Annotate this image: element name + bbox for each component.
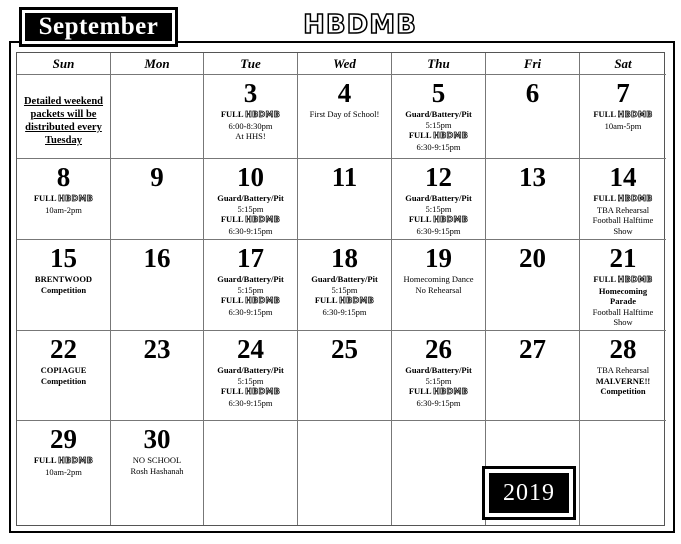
event-line: [580, 307, 666, 318]
day-cell-11: [298, 159, 392, 240]
event-text: Football Halftime: [592, 306, 654, 317]
event-text: MALVERNE!!: [595, 375, 651, 386]
day-number: 3: [243, 78, 258, 108]
event-line: [204, 204, 297, 215]
band-logo-title: HBDMB: [303, 10, 417, 40]
event-text: 6:30-9:15pm: [416, 225, 461, 236]
event-text: Guard/Battery/Pit: [311, 274, 378, 284]
event-line: [204, 214, 297, 226]
band-logo-text: HBDMB: [617, 110, 653, 119]
day-cell-13: [486, 159, 580, 240]
event-line: [17, 285, 110, 296]
day-cell-24: [204, 331, 298, 421]
event-line: [580, 226, 666, 237]
day-number: 14: [609, 162, 637, 192]
day-number: 10: [237, 162, 264, 192]
event-line: [204, 193, 297, 204]
event-text: Guard/Battery/Pit: [405, 109, 472, 119]
empty-day-cell: [17, 75, 111, 159]
day-cell-19: [392, 240, 486, 331]
band-logo-text: HBDMB: [245, 387, 281, 396]
event-line: [17, 376, 110, 387]
event-text: 6:30-9:15pm: [416, 141, 461, 152]
weekday-header-sat: Sat: [580, 53, 666, 75]
band-logo-text: HBDMB: [58, 194, 94, 203]
event-line: [392, 214, 485, 226]
event-line: [392, 142, 485, 153]
day-cell-21: [580, 240, 666, 331]
event-line: [392, 365, 485, 376]
event-line: [580, 376, 666, 387]
day-number: 11: [331, 162, 358, 192]
event-line: [17, 193, 110, 205]
event-line: [580, 386, 666, 397]
event-line: [17, 205, 110, 216]
day-number: 23: [143, 334, 171, 364]
event-text: 6:30-9:15pm: [228, 306, 273, 317]
event-text: 5:15pm: [331, 284, 358, 295]
event-line: [392, 376, 485, 387]
day-cell-15: [17, 240, 111, 331]
day-cell-18: [298, 240, 392, 331]
weekday-header-fri: Fri: [486, 53, 580, 75]
event-text: NO SCHOOL: [132, 455, 182, 465]
day-cell-22: [17, 331, 111, 421]
empty-day-cell: [204, 421, 298, 525]
empty-day-cell: [392, 421, 486, 525]
event-text: At HHS!: [235, 131, 266, 141]
event-line: [298, 307, 391, 318]
event-text: Homecoming: [598, 285, 648, 296]
event-text: BRENTWOOD: [34, 274, 93, 284]
day-number: 5: [431, 78, 446, 108]
band-logo-text: HBDMB: [617, 275, 653, 284]
event-line: [204, 365, 297, 376]
event-line: [580, 274, 666, 286]
band-logo-text: HBDMB: [617, 194, 653, 203]
event-line: [392, 285, 485, 296]
event-line: [392, 386, 485, 398]
day-number: 13: [519, 162, 546, 192]
year-label: 2019: [489, 473, 569, 513]
day-number: 24: [237, 334, 264, 364]
event-line: [392, 226, 485, 237]
event-line: [298, 295, 391, 307]
event-line: [17, 455, 110, 467]
empty-day-cell: [111, 75, 204, 159]
event-text: Show: [613, 317, 633, 327]
day-cell-30: [111, 421, 204, 525]
empty-day-cell: [298, 421, 392, 525]
day-cell-27: [486, 331, 580, 421]
event-line: [204, 307, 297, 318]
event-line: [17, 467, 110, 478]
band-logo-text: HBDMB: [433, 215, 469, 224]
event-line: [298, 274, 391, 285]
day-number: 15: [50, 243, 77, 273]
band-logo-text: HBDMB: [58, 456, 94, 465]
day-cell-5: [392, 75, 486, 159]
day-number: 22: [50, 334, 77, 364]
event-text: FULL: [593, 109, 616, 119]
event-text: 10am-2pm: [45, 204, 82, 215]
calendar-grid: [16, 52, 665, 526]
day-number: 6: [525, 78, 540, 108]
event-text: FULL: [220, 295, 244, 305]
event-text: 6:00-8:30pm: [228, 120, 273, 131]
event-text: COPIAGUE: [40, 365, 87, 375]
event-text: 5:15pm: [425, 203, 452, 214]
event-text: 6:30-9:15pm: [322, 306, 367, 317]
event-text: 10am-2pm: [45, 466, 82, 477]
event-text: 5:15pm: [425, 375, 452, 386]
day-cell-25: [298, 331, 392, 421]
event-text: First Day of School!: [309, 109, 380, 119]
event-line: [392, 398, 485, 409]
day-cell-17: [204, 240, 298, 331]
day-number: 20: [519, 243, 546, 273]
event-line: [298, 109, 391, 120]
band-logo-text: HBDMB: [245, 215, 281, 224]
day-number: 21: [609, 243, 637, 273]
event-line: [204, 295, 297, 307]
event-line: [392, 120, 485, 131]
weekday-header-tue: Tue: [204, 53, 298, 75]
event-text: Football Halftime: [592, 215, 654, 225]
weekday-header-thu: Thu: [392, 53, 486, 75]
event-line: [204, 226, 297, 237]
day-number: 18: [331, 243, 358, 273]
day-cell-4: [298, 75, 392, 159]
weekday-header-mon: Mon: [111, 53, 204, 75]
day-cell-8: [17, 159, 111, 240]
event-text: FULL: [220, 214, 244, 224]
month-title: September: [25, 13, 172, 41]
day-number: 16: [143, 243, 171, 273]
day-cell-28: [580, 331, 666, 421]
day-cell-12: [392, 159, 486, 240]
day-number: 17: [237, 243, 264, 273]
event-line: [204, 121, 297, 132]
weekday-header-wed: Wed: [298, 53, 392, 75]
event-line: [580, 193, 666, 205]
event-text: FULL: [220, 386, 244, 396]
event-line: [111, 455, 203, 466]
band-logo-text: HBDMB: [433, 131, 469, 140]
event-line: [204, 386, 297, 398]
day-number: 29: [50, 424, 77, 454]
event-line: [298, 285, 391, 296]
event-line: [580, 365, 666, 376]
day-number: 9: [150, 162, 164, 192]
event-text: TBA Rehearsal: [596, 204, 650, 215]
day-cell-3: [204, 75, 298, 159]
event-line: [392, 204, 485, 215]
day-cell-26: [392, 331, 486, 421]
day-number: 8: [56, 162, 71, 192]
event-line: [204, 285, 297, 296]
event-text: FULL: [593, 274, 616, 284]
event-text: FULL: [408, 130, 432, 140]
event-line: [17, 365, 110, 376]
event-text: 6:30-9:15pm: [228, 397, 273, 408]
day-number: 4: [337, 78, 352, 108]
event-text: FULL: [593, 193, 616, 203]
event-text: FULL: [314, 295, 338, 305]
event-line: [17, 274, 110, 285]
event-line: [204, 376, 297, 387]
event-text: FULL: [408, 386, 432, 396]
event-text: FULL: [33, 455, 57, 465]
event-line: [580, 296, 666, 307]
event-text: 6:30-9:15pm: [228, 225, 273, 236]
band-logo-text: HBDMB: [339, 296, 375, 305]
band-logo-text: HBDMB: [433, 387, 469, 396]
event-text: Competition: [600, 386, 646, 396]
day-cell-29: [17, 421, 111, 525]
event-text: 10am-5pm: [604, 120, 642, 131]
event-text: Guard/Battery/Pit: [405, 365, 472, 375]
day-cell-23: [111, 331, 204, 421]
event-line: [580, 121, 666, 132]
day-number: 12: [425, 162, 452, 192]
event-line: [580, 109, 666, 121]
month-title-box: [19, 7, 178, 47]
day-cell-20: [486, 240, 580, 331]
empty-day-cell: [580, 421, 666, 525]
event-text: Guard/Battery/Pit: [217, 193, 284, 203]
event-text: Competition: [40, 375, 87, 386]
event-text: Guard/Battery/Pit: [217, 274, 284, 284]
event-text: No Rehearsal: [415, 284, 462, 295]
event-line: [204, 131, 297, 142]
event-text: FULL: [220, 109, 244, 119]
weekday-header-sun: Sun: [17, 53, 111, 75]
event-text: 5:15pm: [237, 375, 264, 386]
weekend-packet-note: Detailed weekend packets will be distributed every Tuesday: [23, 96, 104, 146]
event-line: [580, 215, 666, 226]
day-number: 7: [616, 78, 630, 108]
event-line: [392, 193, 485, 204]
day-number: 19: [425, 243, 452, 273]
day-number: 27: [519, 334, 546, 364]
event-line: [204, 109, 297, 121]
event-text: Show: [613, 225, 633, 236]
event-text: FULL: [408, 214, 432, 224]
event-line: [392, 274, 485, 285]
day-number: 28: [609, 334, 637, 364]
event-text: 6:30-9:15pm: [416, 397, 461, 408]
event-text: 5:15pm: [237, 203, 264, 214]
day-cell-14: [580, 159, 666, 240]
event-line: [111, 466, 203, 477]
day-cell-10: [204, 159, 298, 240]
event-line: [204, 398, 297, 409]
event-text: FULL: [33, 193, 57, 203]
event-text: TBA Rehearsal: [596, 365, 650, 375]
day-cell-16: [111, 240, 204, 331]
event-text: Guard/Battery/Pit: [405, 193, 472, 203]
event-line: [580, 317, 666, 328]
event-line: [392, 109, 485, 120]
event-line: [580, 286, 666, 297]
day-cell-7: [580, 75, 666, 159]
day-cell-6: [486, 75, 580, 159]
band-logo-text: HBDMB: [245, 110, 281, 119]
band-logo-text: HBDMB: [245, 296, 281, 305]
event-text: Parade: [610, 296, 636, 306]
event-text: Competition: [40, 284, 87, 295]
event-text: Rosh Hashanah: [130, 465, 184, 476]
day-cell-9: [111, 159, 204, 240]
day-number: 25: [331, 334, 358, 364]
event-text: 5:15pm: [237, 284, 264, 295]
event-line: [204, 274, 297, 285]
event-text: Guard/Battery/Pit: [217, 365, 284, 375]
event-text: Homecoming Dance: [403, 274, 474, 284]
event-line: [580, 205, 666, 216]
day-number: 26: [425, 334, 452, 364]
event-line: [392, 130, 485, 142]
year-box: [482, 466, 576, 520]
event-text: 5:15pm: [425, 119, 452, 130]
day-number: 30: [143, 424, 171, 454]
